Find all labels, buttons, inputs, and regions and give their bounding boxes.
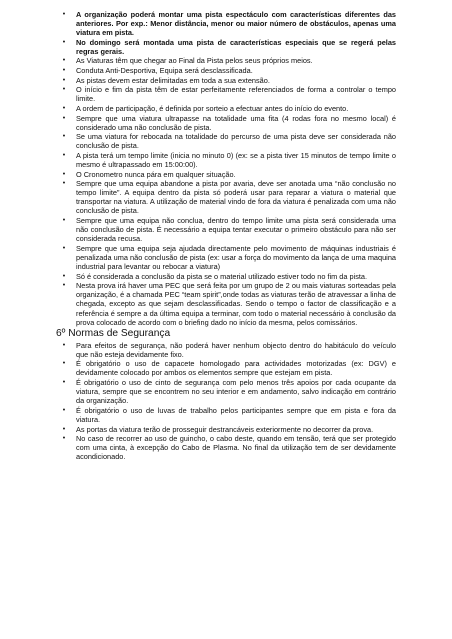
list-item: [56, 341, 396, 359]
bullet-icon: •: [62, 11, 66, 18]
bullet-icon: •: [62, 435, 66, 443]
list-item-text: As portas da viatura terão de prosseguir destrancáveis exteriormente no decorrer da prova.: [76, 424, 374, 434]
list-item: [56, 272, 396, 281]
list-item-text: No domingo será montada uma pista de características especiais que se regerá pelas regras gerais.: [76, 37, 396, 56]
list-item: [56, 425, 396, 434]
list-item-text: As pistas devem estar delimitadas em toda a sua extensão.: [76, 75, 270, 85]
bullet-icon: •: [62, 217, 66, 225]
bullet-icon: •: [62, 170, 66, 178]
list-item: [56, 244, 396, 271]
list-item: [56, 85, 396, 103]
list-item-text: Se uma viatura for rebocada na totalidade do percurso de uma pista deve ser considerada não conclusão de pista.: [76, 132, 396, 151]
safety-rules-list: [56, 341, 396, 462]
list-item: [56, 10, 396, 37]
bullet-icon: •: [62, 244, 66, 252]
bullet-icon: •: [62, 272, 66, 280]
list-item-text: Conduta Anti-Desportiva, Equipa será desclassificada.: [76, 66, 253, 76]
bullet-icon: •: [62, 114, 66, 122]
bullet-icon: •: [62, 406, 66, 414]
list-item-text: A pista terá um tempo limite (inicia no minuto 0) (ex: se a pista tiver 15 minutos de tempo limite o mesmo é ultrapassado em 15:00:00).: [76, 150, 396, 169]
list-item-text: Sempre que uma equipa não conclua, dentro do tempo limite uma pista será considerada uma não conclusão de pista. É necessário a equipa tentar executar o primeiro obstáculo para não ser considerada recusa.: [76, 216, 396, 244]
list-item-text: Sempre que uma equipa seja ajudada directamente pelo movimento de máquinas industriais é penalizada uma não conclusão de pista (ex: usar a força do movimento da lança de uma maquina industrial para levantar ou rebocar a viatura): [76, 243, 396, 272]
bullet-icon: •: [62, 38, 66, 46]
list-item: [56, 104, 396, 113]
list-item: [56, 378, 396, 405]
list-item: [56, 359, 396, 377]
bullet-icon: •: [62, 86, 66, 94]
list-item-text: A ordem de participação, é definida por sorteio a efectuar antes do início do evento.: [76, 103, 349, 113]
list-item-text: A organização poderá montar uma pista espectáculo com características diferentes das anteriores. Por exp.: Menor distância, menor ou maior número de obstáculos, apenas uma viatura em pista.: [76, 10, 396, 38]
list-item: [56, 216, 396, 243]
list-item: [56, 38, 396, 56]
bullet-icon: •: [62, 133, 66, 141]
list-item: [56, 66, 396, 75]
bullet-icon: •: [62, 360, 66, 368]
list-item: [56, 132, 396, 150]
list-item-text: É obrigatório o uso de cinto de segurança com pelo menos três apoios por cada ocupante da viatura, sempre que se encontrem no seu interior e em andamento, salvo indicação em contrário da organização.: [76, 378, 396, 406]
list-item: [56, 170, 396, 179]
list-item-text: Nesta prova irá haver uma PEC que será feita por um grupo de 2 ou mais viaturas sorteadas pela organização, é a chamada PEC “team spirit”,onde todas as viaturas terão de atravessar a linha de chegada, excepto as que sejam desclassificadas. Sendo o tempo o factor de classificação e a referência é sempre a da última equipa a terminar, com todo o material necessário à conclusão da prova colocado de acordo com o briefing dado no início da mesma, pelos comissários.: [76, 281, 396, 327]
bullet-icon: •: [62, 104, 66, 112]
list-item: [56, 179, 396, 215]
list-item-text: Sempre que uma equipa abandone a pista por avaria, deve ser anotada uma “não conclusão no tempo limite”. A equipa dentro da pista só poderá usar para reparar a viatura o material que transportar na viatura. A utilização de material vindo de fora da viatura é penalizada com uma não conclusão de pista.: [76, 179, 396, 216]
bullet-icon: •: [62, 425, 66, 433]
rules-list: [56, 10, 396, 327]
list-item: [56, 281, 396, 326]
list-item-text: Para efeitos de segurança, não poderá haver nenhum objecto dentro do habitáculo do veículo que não esteja devidamente fixo.: [76, 340, 396, 359]
list-item-text: É obrigatório o uso de luvas de trabalho pelos participantes sempre que em pista e fora da viatura.: [76, 405, 396, 424]
bullet-icon: •: [62, 151, 66, 159]
list-item-text: O Cronometro nunca pára em qualquer situação.: [76, 169, 236, 179]
list-item: [56, 76, 396, 85]
list-item-text: É obrigatório o uso de capacete homologado para actividades motorizadas (ex: DGV) e devidamente colocado por ambos os elementos sempre que estejam em pista.: [76, 359, 396, 378]
list-item: [56, 56, 396, 65]
bullet-icon: •: [62, 379, 66, 387]
list-item: [56, 406, 396, 424]
section-heading: 6º Normas de Segurança: [56, 327, 171, 339]
bullet-icon: •: [62, 180, 66, 188]
bullet-icon: •: [62, 76, 66, 84]
list-item-text: O início e fim da pista têm de estar perfeitamente referenciados de forma a controlar o tempo limite.: [76, 85, 396, 104]
bullet-icon: •: [62, 282, 66, 290]
list-item: [56, 114, 396, 132]
list-item-text: No caso de recorrer ao uso de guincho, o cabo deste, quando em tensão, terá que ser protegido com uma cinta, à excepção do Cabo de Plasma. No final da utilização tem de ser devidamente acondicionado.: [76, 434, 396, 462]
bullet-icon: •: [62, 341, 66, 349]
document-page: [56, 10, 396, 462]
bullet-icon: •: [62, 57, 66, 65]
list-item-text: As Viaturas têm que chegar ao Final da Pista pelos seus próprios meios.: [76, 56, 313, 66]
list-item-text: Só é considerada a conclusão da pista se o material utilizado estiver todo no fim da pista.: [76, 271, 368, 281]
bullet-icon: •: [62, 67, 66, 75]
list-item: [56, 434, 396, 461]
list-item: [56, 151, 396, 169]
list-item-text: Sempre que uma viatura ultrapasse na totalidade uma fita (4 rodas fora no mesmo local) é considerado uma não conclusão de pista.: [76, 113, 396, 132]
